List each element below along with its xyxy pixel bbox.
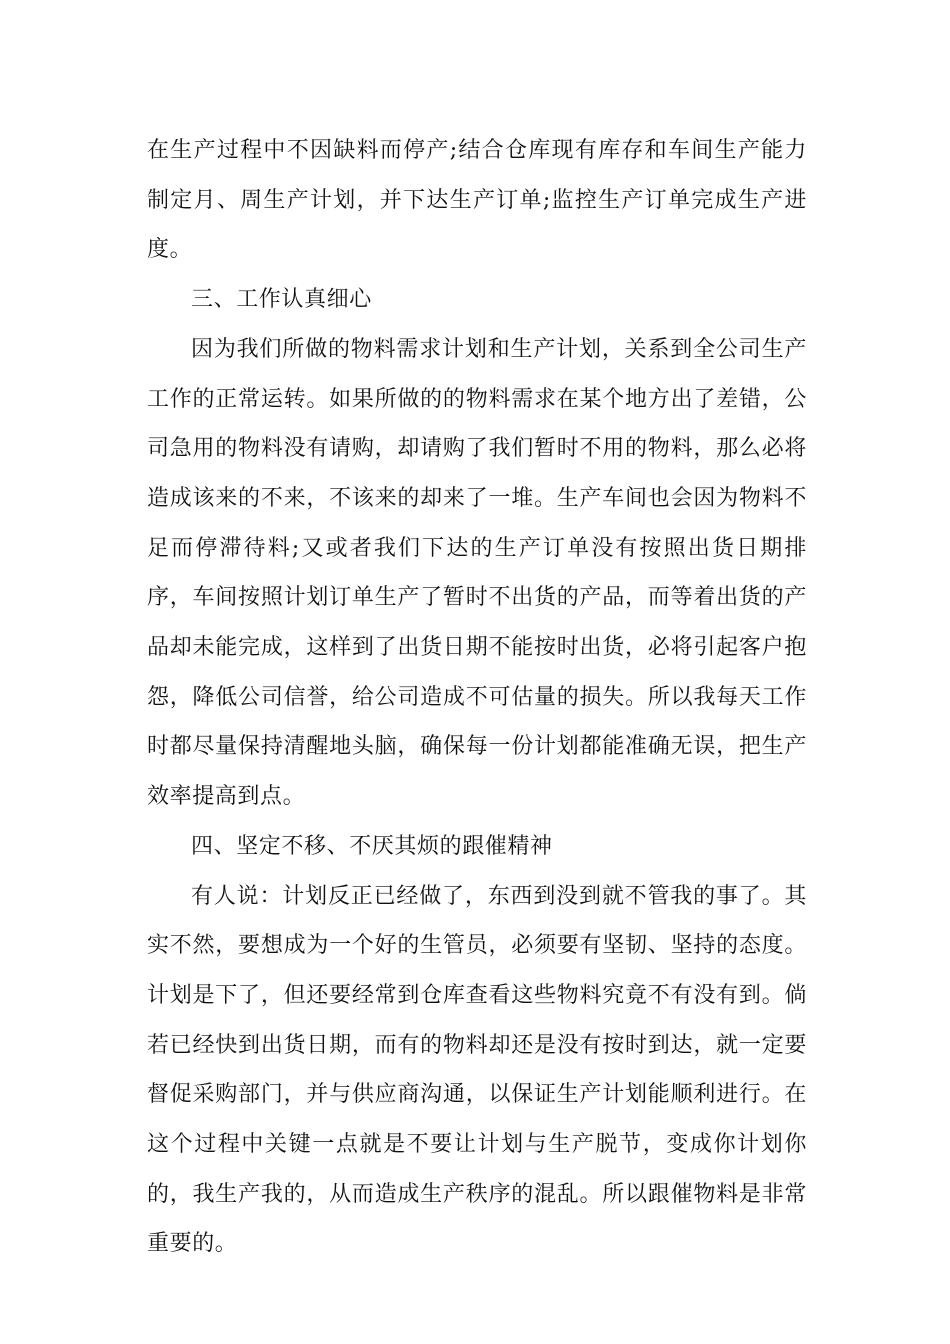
section-heading-3: 三、工作认真细心 [191,287,372,313]
document-body [147,126,807,1269]
section-heading-4: 四、坚定不移、不厌其烦的跟催精神 [191,833,553,859]
paragraph-work-carefully: 因为我们所做的物料需求计划和生产计划，关系到全公司生产工作的正常运转。如果所做的的物料需求在某个地方出了差错，公司急用的物料没有请购，却请购了我们暂时不用的物料，那么必将造成该来的不来，不该来的却来了一堆。生产车间也会因为物料不足而停滞待料;又或者我们下达的生产订单没有按照出货日期排序，车间按照计划订单生产了暂时不出货的产品，而等着出货的产品却未能完成，这样到了出货日期不能按时出货，必将引起客户抱怨，降低公司信誉，给公司造成不可估量的损失。所以我每天工作时都尽量保持清醒地头脑，确保每一份计划都能准确无误，把生产效率提高到点。 [147,336,807,810]
paragraph-continuation: 在生产过程中不因缺料而停产;结合仓库现有库存和车间生产能力制定月、周生产计划，并下达生产订单;监控生产订单完成生产进度。 [147,138,807,263]
paragraph-follow-up-spirit: 有人说：计划反正已经做了，东西到没到就不管我的事了。其实不然，要想成为一个好的生管员，必须要有坚韧、坚持的态度。计划是下了，但还要经常到仓库查看这些物料究竟不有没有到。倘若已经快到出货日期，而有的物料却还是没有按时到达，就一定要督促采购部门，并与供应商沟通，以保证生产计划能顺利进行。在这个过程中关键一点就是不要让计划与生产脱节，变成你计划你的，我生产我的，从而造成生产秩序的混乱。所以跟催物料是非常重要的。 [147,883,807,1257]
